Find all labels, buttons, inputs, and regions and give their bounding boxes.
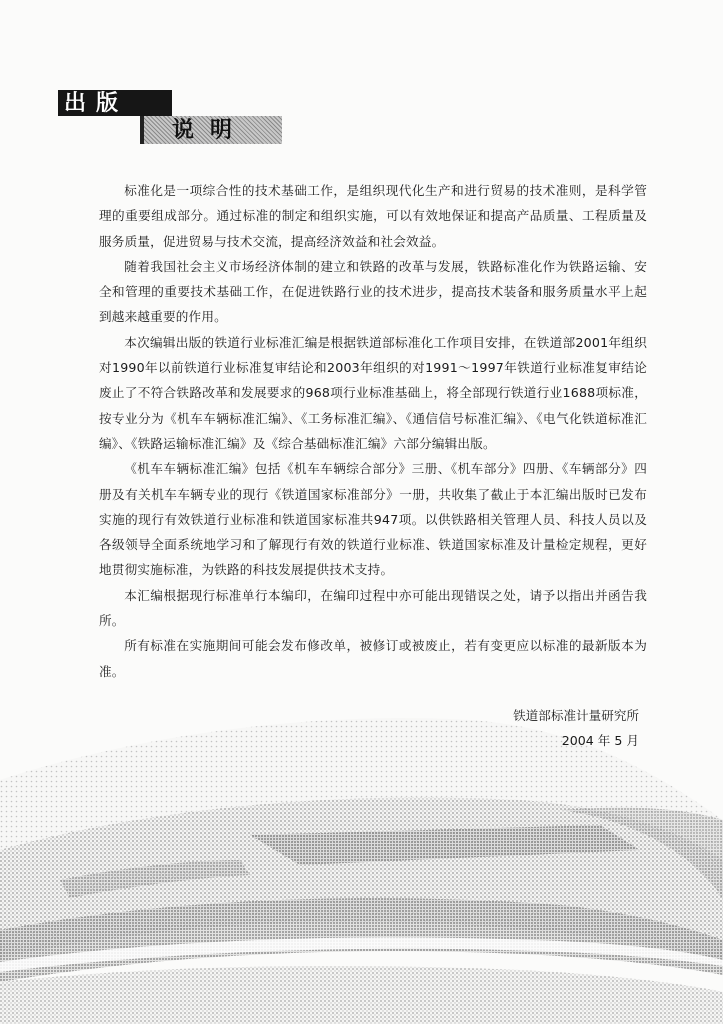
signature-date: 2004 年 5 月 xyxy=(561,733,639,748)
heading-line1: 出版 xyxy=(58,90,136,116)
heading-line2-block xyxy=(140,116,282,144)
paragraph: 随着我国社会主义市场经济体制的建立和铁路的改革与发展，铁路标准化作为铁路运输、安全和管理的重要技术基础工作，在促进铁路行业的技术进步，提高技术装备和服务质量水平上起到越来越重要的作用。 xyxy=(99,258,647,325)
body-text xyxy=(99,178,647,684)
paragraph: 所有标准在实施期间可能会发布修改单，被修订或被废止，若有变更应以标准的最新版本为准。 xyxy=(99,638,647,679)
signature-block xyxy=(513,703,639,753)
heading-line2: 说明 xyxy=(172,117,249,143)
heading-bar xyxy=(136,90,172,116)
paragraph: 本次编辑出版的铁道行业标准汇编是根据铁道部标准化工作项目安排，在铁道部2001年组织对1990年以前铁道行业标准复审结论和2003年组织的对1991～1997年铁道行业标准复审结论废止了不符合铁路改革和发展要求的968项行业标准基础上，将全部现行铁道行业1688项标准，按专业分为《机车车辆标准汇编》、《工务标准汇编》、《通信信号标准汇编》、《电气化铁道标准汇编》、《铁路运输标准汇编》及《综合基础标准汇编》六部分编辑出版。 xyxy=(99,334,647,451)
paragraph: 《机车车辆标准汇编》包括《机车车辆综合部分》三册、《机车部分》四册、《车辆部分》四册及有关机车车辆专业的现行《铁道国家标准部分》一册，共收集了截止于本汇编出版时已发布实施的现行有效铁道行业标准和铁道国家标准共947项。以供铁路相关管理人员、科技人员以及各级领导全面系统地学习和了解现行有效的铁道行业标准、铁道国家标准及计量检定规程，更好地贯彻实施标准，为铁路的科技发展提供技术支持。 xyxy=(99,461,647,578)
signature-org: 铁道部标准计量研究所 xyxy=(513,708,639,723)
heading-line1-block xyxy=(58,90,172,116)
paragraph: 标准化是一项综合性的技术基础工作，是组织现代化生产和进行贸易的技术准则，是科学管理的重要组成部分。通过标准的制定和组织实施，可以有效地保证和提高产品质量、工程质量及服务质量，促进贸易与技术交流，提高经济效益和社会效益。 xyxy=(99,183,647,249)
paragraph: 本汇编根据现行标准单行本编印，在编印过程中亦可能出现错误之处，请予以指出并函告我所。 xyxy=(99,587,647,629)
